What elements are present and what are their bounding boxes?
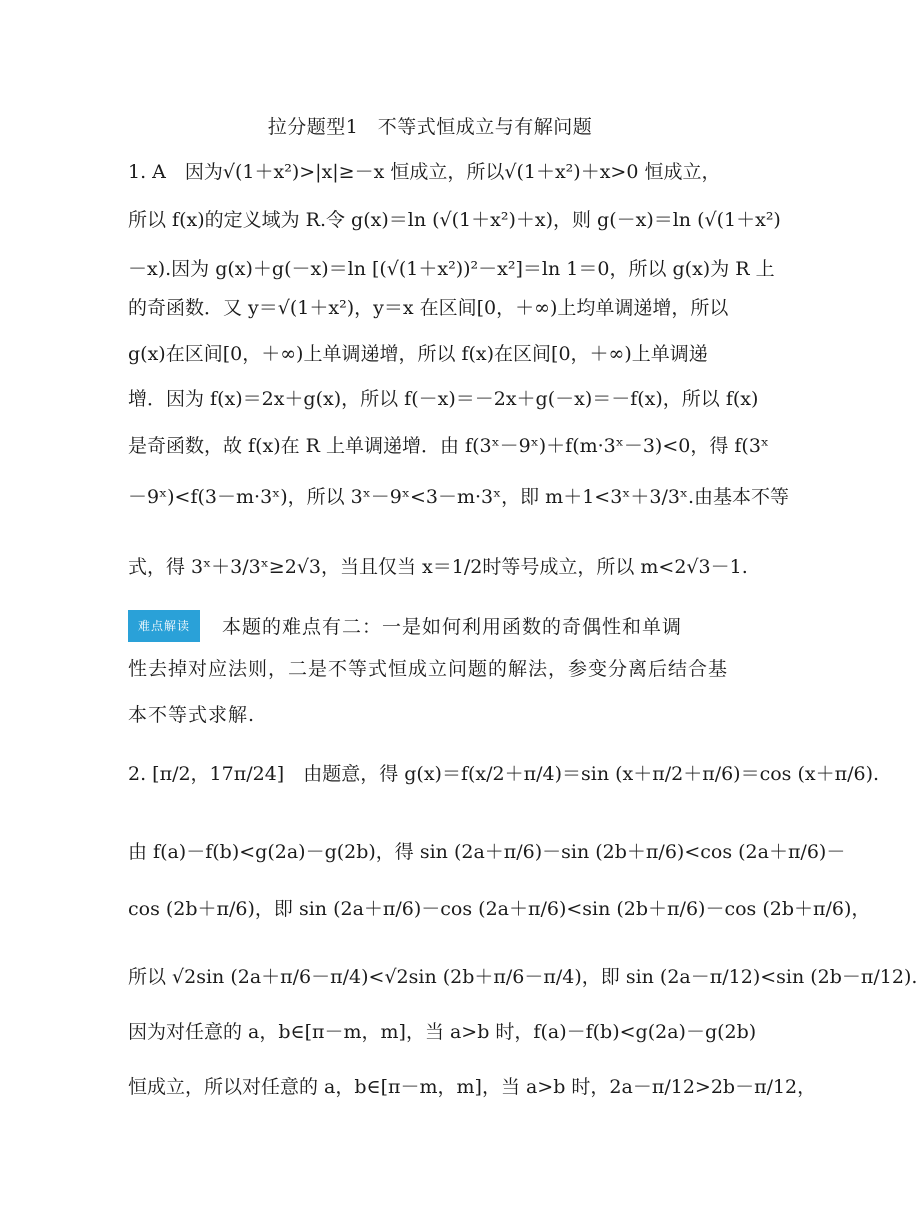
section-title: 拉分题型1 不等式恒成立与有解问题 bbox=[267, 116, 593, 138]
difficulty-note-line: 性去掉对应法则，二是不等式恒成立问题的解法，参变分离后结合基 bbox=[128, 658, 729, 680]
note-text: 本题的难点有二：一是如何利用函数的奇偶性和单调 bbox=[222, 616, 683, 638]
text-line: 因为对任意的 a，b∈[π－m，m]，当 a>b 时，f(a)－f(b)<g(2a)－g(2b) bbox=[128, 1021, 757, 1043]
difficulty-note-line: 本不等式求解. bbox=[128, 704, 256, 726]
text-line: 的奇函数．又 y＝√(1＋x²)，y＝x 在区间[0，＋∞)上均单调递增，所以 bbox=[128, 297, 729, 319]
text-line: g(x)在区间[0，＋∞)上单调递增，所以 f(x)在区间[0，＋∞)上单调递 bbox=[128, 343, 708, 365]
text-line: 恒成立，所以对任意的 a，b∈[π－m，m]，当 a>b 时，2a－π/12>2b－π/12， bbox=[128, 1076, 817, 1098]
text-line: －9ˣ)<f(3－m·3ˣ)，所以 3ˣ－9ˣ<3－m·3ˣ，即 m＋1<3ˣ＋3/3ˣ.由基本不等 bbox=[128, 486, 790, 508]
text-line: 增．因为 f(x)＝2x＋g(x)，所以 f(－x)＝－2x＋g(－x)＝－f(x)，所以 f(x) bbox=[128, 388, 759, 410]
difficulty-note-line bbox=[128, 610, 738, 642]
text-line: 式，得 3ˣ＋3/3ˣ≥2√3，当且仅当 x＝1/2时等号成立，所以 m<2√3－1. bbox=[128, 556, 748, 578]
text-line: －x).因为 g(x)＋g(－x)＝ln [(√(1＋x²))²－x²]＝ln 1＝0，所以 g(x)为 R 上 bbox=[128, 258, 775, 280]
text-line: cos (2b＋π/6)，即 sin (2a＋π/6)－cos (2a＋π/6)<sin (2b＋π/6)－cos (2b＋π/6)， bbox=[128, 898, 871, 920]
difficulty-badge: 难点解读 bbox=[128, 610, 200, 642]
text-line: 所以 f(x)的定义域为 R.令 g(x)＝ln (√(1＋x²)＋x)，则 g(－x)＝ln (√(1＋x²) bbox=[128, 209, 781, 231]
text-line: 1. A 因为√(1＋x²)>|x|≥－x 恒成立，所以√(1＋x²)＋x>0 恒成立， bbox=[128, 161, 721, 183]
text-line: 是奇函数，故 f(x)在 R 上单调递增．由 f(3ˣ－9ˣ)＋f(m·3ˣ－3)<0，得 f(3ˣ bbox=[128, 435, 769, 457]
text-line: 所以 √2sin (2a＋π/6－π/4)<√2sin (2b＋π/6－π/4)，即 sin (2a－π/12)<sin (2b－π/12). bbox=[128, 966, 917, 988]
text-line: 2. [π/2，17π/24] 由题意，得 g(x)＝f(x/2＋π/4)＝sin (x＋π/2＋π/6)＝cos (x＋π/6). bbox=[128, 763, 880, 785]
text-line: 由 f(a)－f(b)<g(2a)－g(2b)，得 sin (2a＋π/6)－sin (2b＋π/6)<cos (2a＋π/6)－ bbox=[128, 841, 846, 863]
